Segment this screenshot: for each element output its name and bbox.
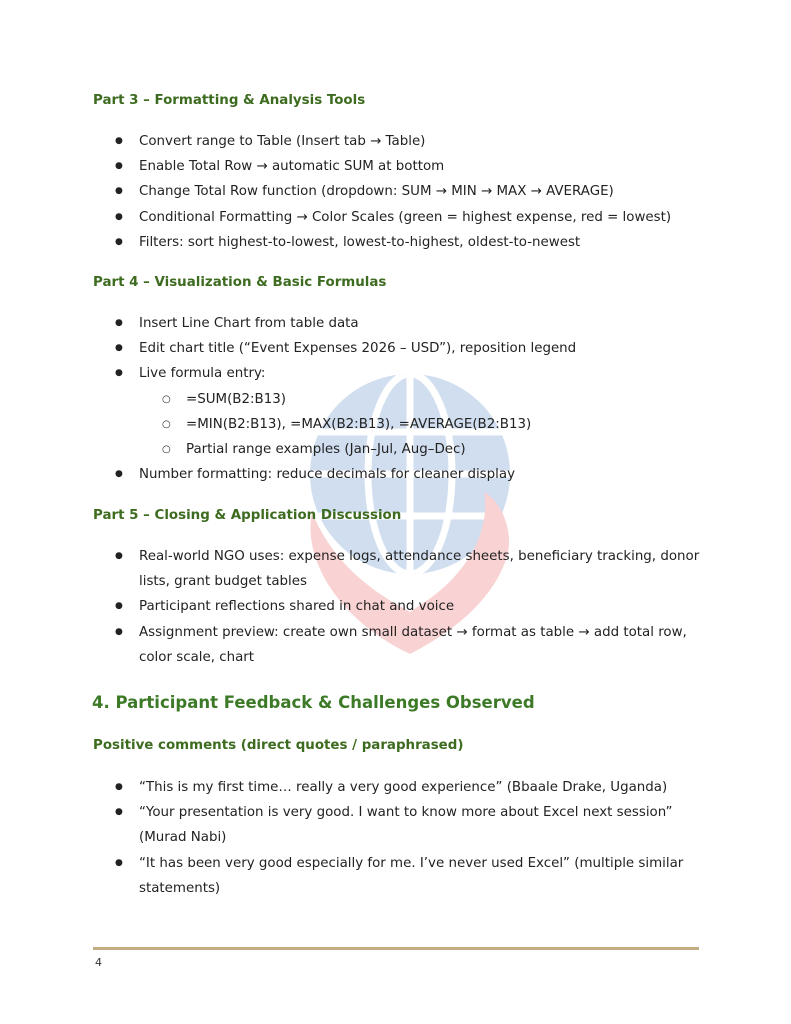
part3-list <box>0 129 791 255</box>
quote-item: ● “Your presentation is very good. I want to know more about Excel next session” (Murad Nabi) <box>0 800 791 850</box>
list-item: ● Conditional Formatting → Color Scales (green = highest expense, red = lowest) <box>0 205 791 230</box>
part4-heading: Part 4 – Visualization & Basic Formulas <box>93 275 387 290</box>
list-item-formula-entry <box>0 361 791 462</box>
list-item-label: Live formula entry: <box>139 366 266 382</box>
list-item: ● Change Total Row function (dropdown: SUM → MIN → MAX → AVERAGE) <box>0 179 791 204</box>
part5-list <box>0 544 791 670</box>
footer-divider <box>93 947 699 950</box>
positive-comments-list <box>0 775 791 901</box>
section4-heading: 4. Participant Feedback & Challenges Observed <box>92 693 535 712</box>
quote-item: ● “It has been very good especially for me. I’ve never used Excel” (multiple similar statements) <box>0 851 791 901</box>
list-item: ● Convert range to Table (Insert tab → Table) <box>0 129 791 154</box>
list-item: ● Assignment preview: create own small dataset → format as table → add total row, color scale, chart <box>0 620 791 670</box>
sub-list-item: ○ =MIN(B2:B13), =MAX(B2:B13), =AVERAGE(B2:B13) <box>139 412 701 437</box>
part5-heading: Part 5 – Closing & Application Discussion <box>93 508 402 523</box>
quote-item: ● “This is my first time… really a very good experience” (Bbaale Drake, Uganda) <box>0 775 791 800</box>
sub-list-item: ○ Partial range examples (Jan–Jul, Aug–Dec) <box>139 437 701 462</box>
list-item: ● Enable Total Row → automatic SUM at bottom <box>0 154 791 179</box>
list-item: ● Real-world NGO uses: expense logs, attendance sheets, beneficiary tracking, donor lists, grant budget tables <box>0 544 791 594</box>
formula-sublist <box>139 387 701 463</box>
list-item: ● Insert Line Chart from table data <box>0 311 791 336</box>
sub-list-item: ○ =SUM(B2:B13) <box>139 387 701 412</box>
list-item: ● Edit chart title (“Event Expenses 2026 – USD”), reposition legend <box>0 336 791 361</box>
positive-comments-heading: Positive comments (direct quotes / paraphrased) <box>93 738 464 753</box>
page-number: 4 <box>95 956 102 969</box>
list-item: ● Number formatting: reduce decimals for cleaner display <box>0 462 791 487</box>
part4-list <box>0 311 791 487</box>
list-item: ● Filters: sort highest-to-lowest, lowest-to-highest, oldest-to-newest <box>0 230 791 255</box>
part3-heading: Part 3 – Formatting & Analysis Tools <box>93 93 366 108</box>
list-item: ● Participant reflections shared in chat and voice <box>0 594 791 619</box>
